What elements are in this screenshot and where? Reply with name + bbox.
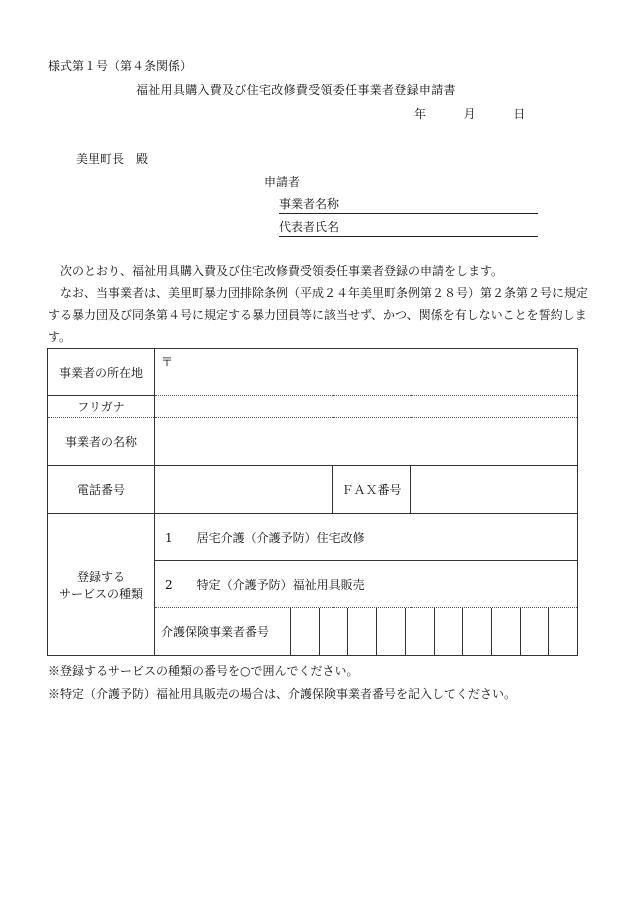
date-year-label: 年 (414, 107, 427, 121)
insurance-number-digit-box[interactable] (320, 608, 349, 655)
insurance-number-row (155, 608, 578, 656)
application-statement: 次のとおり、福祉用具購入費及び住宅改修費受領委任事業者登録の申請をします。 (60, 264, 504, 278)
body-text (48, 260, 588, 348)
representative-name-field[interactable] (279, 218, 538, 237)
business-name-field[interactable] (279, 195, 538, 214)
applicant-label: 申請者 (264, 175, 301, 189)
phone-label: 電話番号 (48, 466, 155, 514)
date-line (414, 105, 525, 122)
insurance-number-digit-box[interactable] (521, 608, 550, 655)
representative-name-label: 代表者氏名 (279, 220, 340, 234)
insurance-number-digit-box[interactable] (348, 608, 377, 655)
date-day-label: 日 (513, 107, 526, 121)
insurance-number-digit-box[interactable] (492, 608, 521, 655)
note-circle-service: ※登録するサービスの種類の番号を○で囲んでください。 (48, 664, 359, 678)
insurance-number-digit-box[interactable] (377, 608, 406, 655)
insurance-number-digit-box[interactable] (291, 608, 320, 655)
service-option-2[interactable]: 2 特定（介護予防）福祉用具販売 (155, 561, 578, 608)
fax-field[interactable] (411, 466, 578, 514)
form-title: 福祉用具購入費及び住宅改修費受領委任事業者登録申請書 (136, 83, 456, 97)
phone-field[interactable] (155, 466, 333, 514)
pledge-statement: なお、当事業者は、美里町暴力団排除条例（平成２４年美里町条例第２８号）第２条第２号に規定する暴力団及び同条第４号に規定する暴力団員等に該当せず、かつ、関係を有しないことを誓約します。 (48, 286, 589, 344)
address-field[interactable] (155, 349, 578, 396)
service-type-label-line1: 登録する (76, 569, 125, 584)
insurance-number-digit-box[interactable] (549, 608, 577, 655)
note-insurance-number: ※特定（介護予防）福祉用具販売の場合は、介護保険事業者番号を記入してください。 (48, 687, 517, 701)
business-name-row-field[interactable] (155, 418, 578, 466)
postal-mark: 〒 (161, 355, 174, 369)
business-name-row-label: 事業者の名称 (48, 418, 155, 466)
service-option-1[interactable]: 1 居宅介護（介護予防）住宅改修 (155, 514, 578, 561)
furigana-label: フリガナ (48, 396, 155, 418)
furigana-field[interactable] (155, 396, 578, 418)
service-type-label-line2: サービスの種類 (58, 586, 143, 601)
insurance-number-digit-box[interactable] (406, 608, 435, 655)
insurance-number-label: 介護保険事業者番号 (155, 608, 291, 655)
address-label: 事業者の所在地 (48, 349, 155, 396)
addressee: 美里町長 殿 (76, 152, 149, 166)
insurance-number-digit-box[interactable] (463, 608, 492, 655)
insurance-number-digit-box[interactable] (435, 608, 464, 655)
service-type-label (48, 514, 155, 656)
date-month-label: 月 (463, 107, 476, 121)
fax-label: ＦＡＸ番号 (333, 466, 411, 514)
notes (48, 660, 516, 706)
form-number: 様式第１号（第４条関係） (48, 59, 193, 73)
business-name-label: 事業者名称 (279, 197, 340, 211)
registration-table (47, 348, 578, 656)
